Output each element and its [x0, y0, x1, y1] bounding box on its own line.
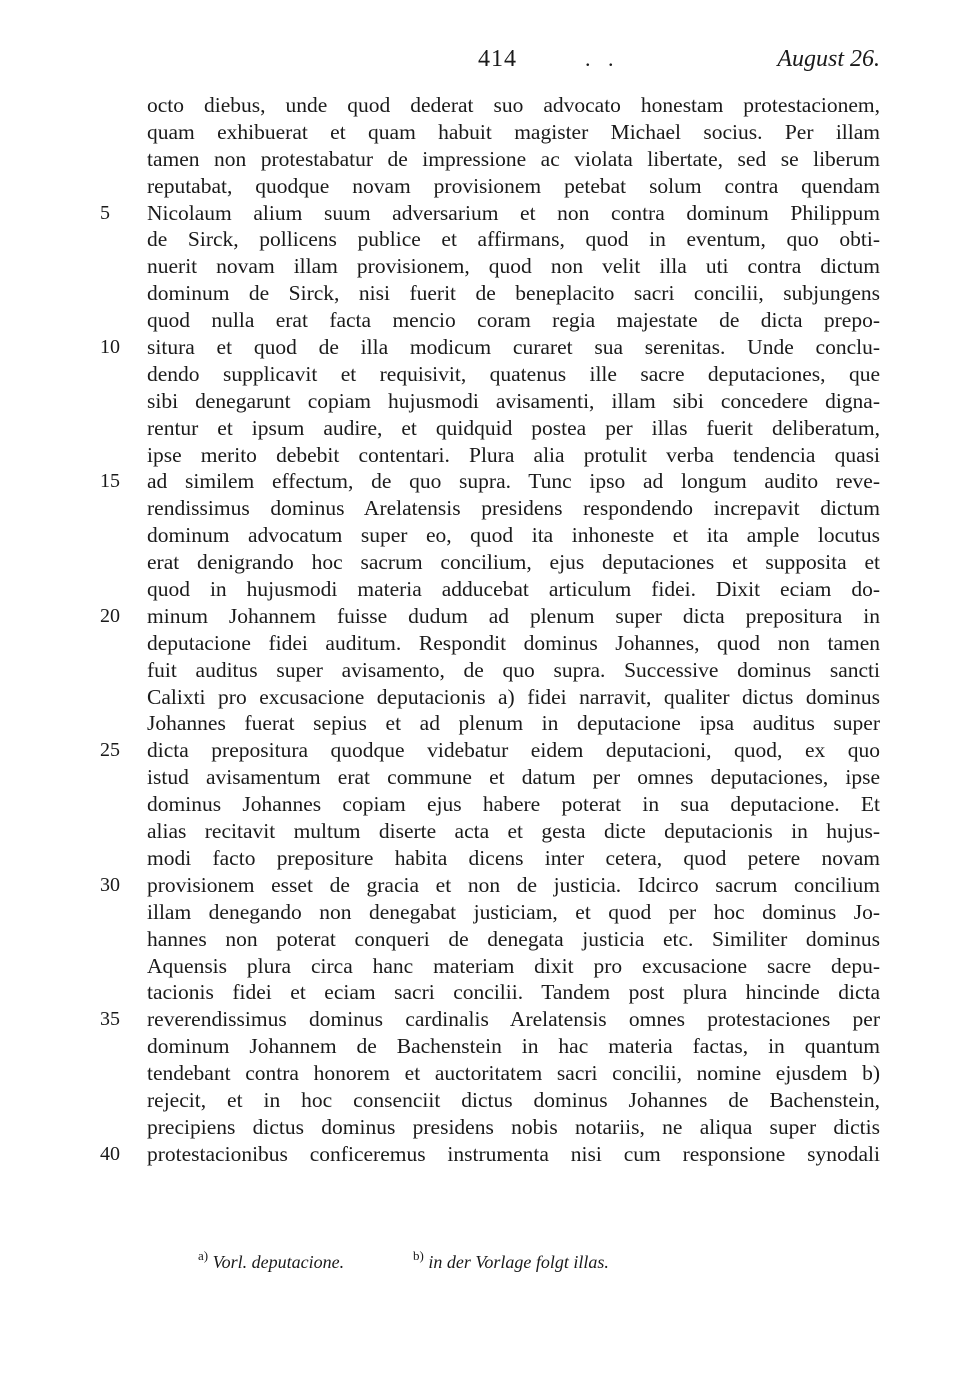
- text-line: [100, 1141, 880, 1168]
- text-line: [147, 953, 880, 980]
- footnote-mark: b): [413, 1248, 424, 1263]
- text-line: [100, 1006, 880, 1033]
- line-text: dominus Johannes copiam ejus habere poterat in sua deputacione. Et: [147, 792, 880, 817]
- line-text: tamen non protestabatur de impressione ac violata libertate, sed se liberum: [147, 146, 880, 171]
- line-text: quam exhibuerat et quam habuit magister Michael socius. Per illam: [147, 119, 880, 144]
- line-text: ipse merito debebit contentari. Plura alia protulit verba tendencia quasi: [147, 442, 880, 467]
- page-number: 414: [478, 46, 517, 72]
- text-line: [147, 361, 880, 388]
- line-text: Johannes fuerat sepius et ad plenum in deputacione ipsa auditus super: [147, 711, 880, 736]
- line-number: 10: [100, 336, 120, 359]
- footnote-text: Vorl. deputacione.: [212, 1252, 345, 1272]
- text-line: [147, 630, 880, 657]
- line-text: istud avisamentum erat commune et datum per omnes deputaciones, ipse: [147, 765, 880, 790]
- text-line: [100, 334, 880, 361]
- text-line: [100, 872, 880, 899]
- line-text: rendissimus dominus Arelatensis presidens respondendo increpavit dictum: [147, 496, 880, 521]
- text-line: [147, 388, 880, 415]
- text-line: [147, 791, 880, 818]
- footnote-b: [413, 1248, 609, 1273]
- line-text: ad similem effectum, de quo supra. Tunc ipso ad longum audito reve-: [147, 469, 880, 494]
- text-line: [147, 415, 880, 442]
- line-text: dendo supplicavit et requisivit, quatenus ille sacre deputaciones, que: [147, 361, 880, 386]
- line-text: minum Johannem fuisse dudum ad plenum super dicta prepositura in: [147, 603, 880, 628]
- line-text: dominum de Sirck, nisi fuerit de beneplacito sacri concilii, subjungens: [147, 281, 880, 306]
- text-line: [147, 1114, 880, 1141]
- line-text: erat denigrando hoc sacrum concilium, ejus deputaciones et supposita et: [147, 550, 880, 575]
- text-line: [147, 280, 880, 307]
- line-text: rejecit, et in hoc consenciit dictus dominus Johannes de Bachenstein,: [147, 1087, 880, 1112]
- text-line: [147, 1087, 880, 1114]
- line-text: fuit auditus super avisamento, de quo supra. Successive dominus sancti: [147, 657, 880, 682]
- line-number: 20: [100, 604, 120, 627]
- line-text: dicta prepositura quodque videbatur eidem deputacioni, quod, ex quo: [147, 738, 880, 763]
- text-line: [147, 549, 880, 576]
- line-text: dominum Johannem de Bachenstein in hac materia factas, in quantum: [147, 1034, 880, 1059]
- line-number: 40: [100, 1142, 120, 1165]
- running-head-date: August 26.: [777, 46, 880, 72]
- line-text: quod nulla erat facta mencio coram regia majestate de dicta prepo-: [147, 308, 880, 333]
- text-line: [147, 764, 880, 791]
- text-line: [147, 710, 880, 737]
- text-line: [147, 657, 880, 684]
- line-number: 5: [100, 201, 110, 224]
- line-number: 25: [100, 739, 120, 762]
- text-line: [147, 926, 880, 953]
- text-line: [100, 200, 880, 227]
- text-line: [100, 468, 880, 495]
- footnote-a: [198, 1248, 345, 1273]
- line-text: tacionis fidei et eciam sacri concilii. Tandem post plura hincinde dicta: [147, 980, 880, 1005]
- text-line: [100, 737, 880, 764]
- line-text: illam denegando non denegabat justiciam, et quod per hoc dominus Jo-: [147, 899, 880, 924]
- line-text: alias recitavit multum diserte acta et gesta dicte deputacionis in hujus-: [147, 819, 880, 844]
- text-line: [147, 845, 880, 872]
- line-text: dominum advocatum super eo, quod ita inhoneste et ita ample locutus: [147, 523, 880, 548]
- text-line: [147, 92, 880, 119]
- header-dots: . .: [585, 46, 620, 71]
- line-text: hannes non poterat conqueri de denegata justicia etc. Similiter dominus: [147, 926, 880, 951]
- text-line: [147, 442, 880, 469]
- line-text: rentur et ipsum audire, et quidquid postea per illas fuerit deliberatum,: [147, 415, 880, 440]
- line-text: Calixti pro excusacione deputacionis a) fidei narravit, qualiter dictus dominus: [147, 684, 880, 709]
- page-header: [0, 46, 960, 80]
- line-text: reputabat, quodque novam provisionem petebat solum contra quendam: [147, 173, 880, 198]
- text-line: [147, 253, 880, 280]
- text-line: [147, 146, 880, 173]
- line-number: 30: [100, 873, 120, 896]
- text-line: [147, 979, 880, 1006]
- text-line: [147, 818, 880, 845]
- line-text: situra et quod de illa modicum curaret sua serenitas. Unde conclu-: [147, 335, 880, 360]
- text-line: [147, 1060, 880, 1087]
- line-text: tendebant contra honorem et auctoritatem sacri concilii, nomine ejusdem b): [147, 1061, 880, 1086]
- line-text: modi facto prepositure habita dicens inter cetera, quod petere novam: [147, 845, 880, 870]
- line-text: Aquensis plura circa hanc materiam dixit pro excusacione sacre depu-: [147, 953, 880, 978]
- line-number: 35: [100, 1008, 120, 1031]
- line-number: 15: [100, 470, 120, 493]
- text-line: [147, 1033, 880, 1060]
- line-text: reverendissimus dominus cardinalis Arelatensis omnes protestaciones per: [147, 1007, 880, 1032]
- line-text: nuerit novam illam provisionem, quod non velit illa uti contra dictum: [147, 254, 880, 279]
- text-line: [100, 603, 880, 630]
- body-text: [100, 92, 880, 1168]
- text-line: [147, 119, 880, 146]
- text-line: [147, 226, 880, 253]
- text-line: [147, 173, 880, 200]
- line-text: Nicolaum alium suum adversarium et non contra dominum Philippum: [147, 200, 880, 225]
- text-line: [147, 684, 880, 711]
- footnote-mark: a): [198, 1248, 209, 1263]
- text-line: [147, 495, 880, 522]
- line-text: quod in hujusmodi materia adducebat articulum fidei. Dixit eciam do-: [147, 577, 880, 602]
- text-line: [147, 576, 880, 603]
- line-text: sibi denegarunt copiam hujusmodi avisamenti, illam sibi concedere digna-: [147, 388, 880, 413]
- text-line: [147, 899, 880, 926]
- line-text: precipiens dictus dominus presidens nobis notariis, ne aliqua super dictis: [147, 1114, 880, 1139]
- line-text: de Sirck, pollicens publice et affirmans, quod in eventum, quo obti-: [147, 227, 880, 252]
- line-text: provisionem esset de gracia et non de justicia. Idcirco sacrum concilium: [147, 872, 880, 897]
- text-line: [147, 307, 880, 334]
- footnote-text: in der Vorlage folgt illas.: [428, 1252, 609, 1272]
- line-text: octo diebus, unde quod dederat suo advocato honestam protestacionem,: [147, 93, 880, 117]
- text-line: [147, 522, 880, 549]
- line-text: protestacionibus conficeremus instrumenta nisi cum responsione synodali: [147, 1141, 880, 1166]
- line-text: deputacione fidei auditum. Respondit dominus Johannes, quod non tamen: [147, 630, 880, 655]
- footnotes: [198, 1248, 898, 1278]
